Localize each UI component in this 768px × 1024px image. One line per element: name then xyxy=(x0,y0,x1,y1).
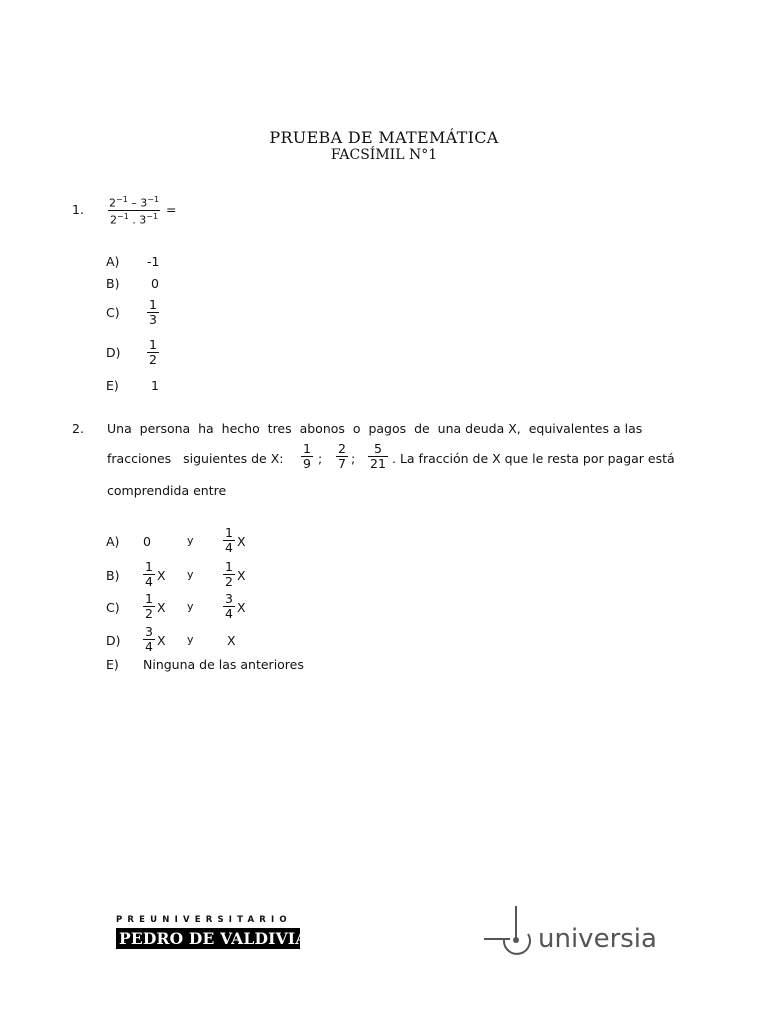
q2-option-d-left-x: X xyxy=(157,633,166,648)
question-2-line-1: Una persona ha hecho tres abonos o pagos de una deuda X, equivalentes a las xyxy=(107,421,643,436)
q2-option-c-right-x: X xyxy=(237,600,246,615)
q2-option-b-left-fraction: $\frac{1}{4}$ xyxy=(145,559,153,589)
q2-option-a-right-fraction: $\frac{1}{4}$ xyxy=(225,525,233,555)
q1-option-e-value: 1 xyxy=(151,378,159,393)
page-title: PRUEBA DE MATEMÁTICA xyxy=(269,128,499,147)
question-1-number: 1. xyxy=(72,202,84,217)
q2-option-c-label: C) xyxy=(106,600,120,615)
question-2-line-2-end: . La fracción de X que le resta por pagar está xyxy=(392,451,675,466)
universia-logo-text: universia xyxy=(538,924,657,954)
q2-option-a-left: 0 xyxy=(143,534,151,549)
logo-pedro-de-valdivia-text: PEDRO DE VALDIVIA xyxy=(116,928,300,949)
question-2-line-2-start: fracciones siguientes de X: xyxy=(107,451,284,466)
page-subtitle: FACSÍMIL N°1 xyxy=(330,147,438,163)
q2-option-c-y: y xyxy=(187,600,194,613)
q2-option-b-right-x: X xyxy=(237,568,246,583)
q2-option-d-y: y xyxy=(187,633,194,646)
q1-option-d-fraction: $\frac{1}{2}$ xyxy=(149,337,157,367)
pedro-de-valdivia-logo xyxy=(116,915,308,949)
q2-option-d-right: X xyxy=(227,633,236,648)
q2-fraction-2: $\frac{2}{7}$ xyxy=(338,441,346,471)
q2-option-c-right-fraction: $\frac{3}{4}$ xyxy=(225,591,233,621)
question-1-expression: $\frac{2^{-1} - 3^{-1}}{2^{-1} . 3^{-1}}$ xyxy=(109,195,160,227)
q1-option-c-label: C) xyxy=(106,305,120,320)
q2-option-a-label: A) xyxy=(106,534,120,549)
q2-option-c-left-x: X xyxy=(157,600,166,615)
q2-option-b-left-x: X xyxy=(157,568,166,583)
q1-option-c-fraction: $\frac{1}{3}$ xyxy=(149,297,157,327)
logo-preuniversitario-text: PREUNIVERSITARIO xyxy=(116,915,292,925)
q1-option-d-label: D) xyxy=(106,345,121,360)
q2-option-a-y: y xyxy=(187,534,194,547)
q1-option-b-value: 0 xyxy=(151,276,159,291)
q2-option-c-left-fraction: $\frac{1}{2}$ xyxy=(145,591,153,621)
universia-emblem-icon xyxy=(480,902,540,962)
q1-option-a-label: A) xyxy=(106,254,120,269)
q2-option-e-label: E) xyxy=(106,657,119,672)
q2-option-d-label: D) xyxy=(106,633,121,648)
question-2-line-3: comprendida entre xyxy=(107,483,227,498)
q2-option-a-right-x: X xyxy=(237,534,246,549)
q2-separator-1: ; xyxy=(318,451,323,466)
q2-separator-2: ; xyxy=(351,451,356,466)
question-1-equals: = xyxy=(166,202,177,217)
q1-option-a-value: -1 xyxy=(147,254,160,269)
q2-option-b-label: B) xyxy=(106,568,120,583)
question-2-number: 2. xyxy=(72,421,84,436)
q2-option-b-right-fraction: $\frac{1}{2}$ xyxy=(225,559,233,589)
q2-fraction-3: $\frac{5}{21}$ xyxy=(370,441,386,471)
q1-option-b-label: B) xyxy=(106,276,120,291)
q2-option-b-y: y xyxy=(187,568,194,581)
q2-fraction-1: $\frac{1}{9}$ xyxy=(303,441,311,471)
q1-option-e-label: E) xyxy=(106,378,119,393)
q2-option-e-text: Ninguna de las anteriores xyxy=(143,657,304,672)
q2-option-d-left-fraction: $\frac{3}{4}$ xyxy=(145,624,153,654)
